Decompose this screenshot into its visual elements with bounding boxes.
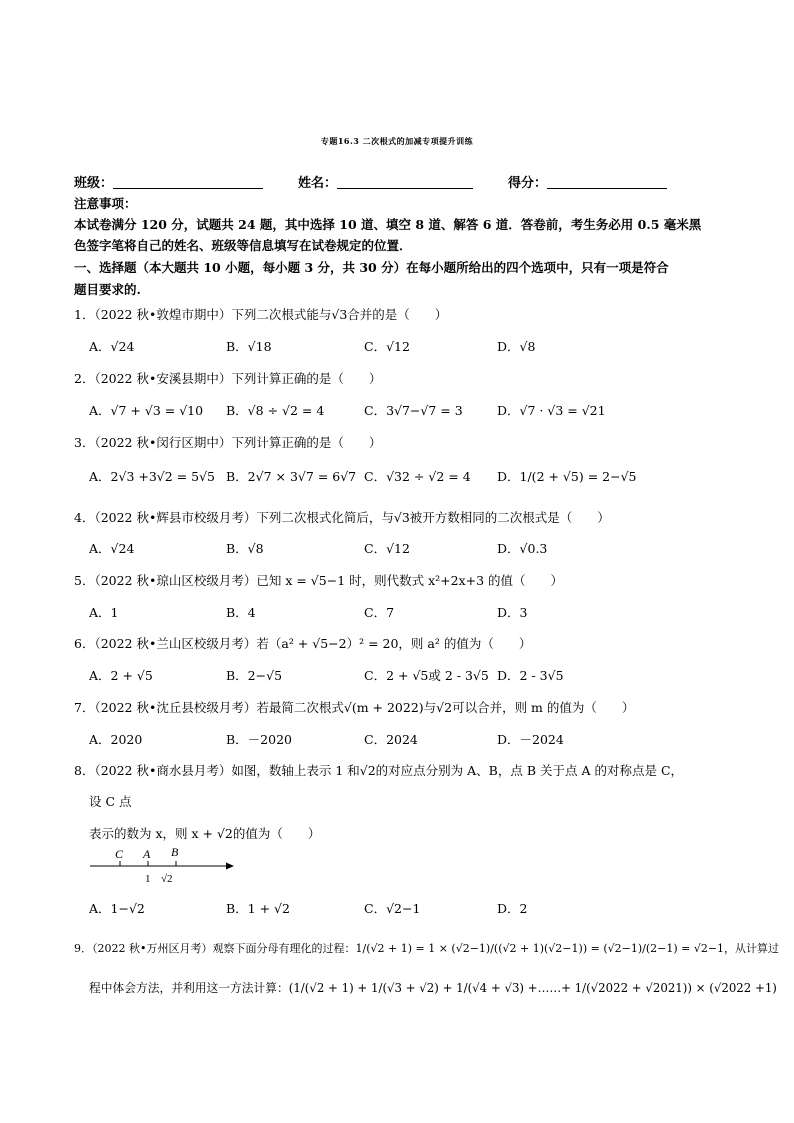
q3-option-d[interactable]: D．1/(2 + √5) = 2−√5	[497, 469, 637, 484]
q3-option-a[interactable]: A．2√3 +3√2 = 5√5	[89, 469, 216, 484]
number-line-figure	[88, 844, 238, 886]
q1-option-b[interactable]: B．√18	[226, 339, 272, 354]
q4-option-c[interactable]: C．√12	[364, 541, 410, 556]
question-9-stem-cont: 程中体会方法，并利用这一方法计算：(1/(√2 + 1) + 1/(√3 + √2) + 1/(√4 + √3) +……+ 1/(√2022 + √2021)) × (√2022 +1)	[89, 981, 777, 995]
q6-option-c[interactable]: C．2 + √5或 2 - 3√5	[364, 668, 489, 683]
q2-option-a[interactable]: A．√7 + √3 = √10	[89, 403, 204, 418]
question-5-stem: 5．（2022 秋•琼山区校级月考）已知 x = √5−1 时，则代数式 x²+2x+3 的值（ ）	[74, 573, 564, 588]
q3-option-b[interactable]: B．2√7 × 3√7 = 6√7	[226, 469, 357, 484]
point-a-label: A	[143, 847, 151, 861]
q6-option-b[interactable]: B．2−√5	[226, 668, 283, 683]
q4-option-d[interactable]: D．√0.3	[497, 541, 548, 556]
q8-option-c[interactable]: C．√2−1	[364, 901, 421, 916]
q5-option-b[interactable]: B．4	[226, 605, 256, 620]
q1-option-d[interactable]: D．√8	[497, 339, 536, 354]
q7-option-d[interactable]: D．－2024	[497, 732, 564, 747]
question-9-process: 1/(√2 + 1) = 1 × (√2−1)/((√2 + 1)(√2−1)) = (√2−1)/(2−1) = √2−1，从计算过	[355, 942, 780, 955]
question-9-stem-text: 9．（2022 秋•万州区月考）观察下面分母有理化的过程：	[74, 942, 356, 955]
tick-label-sqrt2: √2	[161, 873, 173, 885]
q2-option-d[interactable]: D．√7 · √3 = √21	[497, 403, 606, 418]
tick-label-1: 1	[145, 873, 151, 885]
q6-option-d[interactable]: D．2 - 3√5	[497, 668, 564, 683]
name-label: 姓名：	[298, 176, 338, 191]
q1-option-c[interactable]: C．√12	[364, 339, 410, 354]
q5-option-d[interactable]: D．3	[497, 605, 528, 620]
question-1-stem: 1．（2022 秋•敦煌市期中）下列二次根式能与√3合并的是（ ）	[74, 307, 448, 322]
q7-option-c[interactable]: C．2024	[364, 732, 418, 747]
question-2-stem: 2．（2022 秋•安溪县期中）下列计算正确的是（ ）	[74, 371, 382, 386]
q3-option-c[interactable]: C．√32 ÷ √2 = 4	[364, 469, 471, 484]
question-9-stem	[74, 940, 779, 956]
notice-heading: 注意事项：	[74, 196, 137, 211]
q7-option-b[interactable]: B．－2020	[226, 732, 292, 747]
section-1-heading-cont: 题目要求的.	[74, 282, 141, 297]
page-title: 专题16.3 二次根式的加减专项提升训练	[320, 136, 474, 146]
question-7-stem: 7．（2022 秋•沈丘县校级月考）若最简二次根式√(m + 2022)与√2可以合并，则 m 的值为（ ）	[74, 700, 635, 715]
class-label: 班级：	[74, 176, 114, 191]
q1-option-a[interactable]: A．√24	[89, 339, 135, 354]
q6-option-a[interactable]: A．2 + √5	[89, 668, 153, 683]
q7-option-a[interactable]: A．2020	[89, 732, 143, 747]
score-label: 得分：	[508, 176, 548, 191]
question-8-stem-cont-2: 表示的数为 x，则 x + √2的值为（ ）	[89, 826, 321, 841]
q2-option-c[interactable]: C．3√7−√7 = 3	[364, 403, 463, 418]
score-field	[508, 172, 667, 191]
question-8-stem-cont: 设 C 点	[89, 794, 132, 809]
q8-option-b[interactable]: B．1 + √2	[226, 901, 290, 916]
q4-option-b[interactable]: B．√8	[226, 541, 264, 556]
name-field	[298, 172, 473, 191]
question-4-stem: 4．（2022 秋•辉县市校级月考）下列二次根式化简后，与√3被开方数相同的二次根式是（ ）	[74, 510, 610, 525]
notice-line-1: 本试卷满分 120 分，试题共 24 题，其中选择 10 道、填空 8 道、解答 6 道．答卷前，考生务必用 0.5 毫米黑	[74, 217, 702, 232]
question-6-stem: 6．（2022 秋•兰山区校级月考）若（a² + √5−2）² = 20，则 a² 的值为（ ）	[74, 636, 532, 651]
point-b-label: B	[171, 845, 179, 859]
score-blank[interactable]	[547, 174, 667, 189]
q8-option-d[interactable]: D．2	[497, 901, 528, 916]
section-1-heading: 一、选择题（本大题共 10 小题，每小题 3 分，共 30 分）在每小题所给出的四个选项中，只有一项是符合	[74, 260, 669, 275]
question-8-stem: 8．（2022 秋•商水县月考）如图，数轴上表示 1 和√2的对应点分别为 A、B，点 B 关于点 A 的对称点是 C，	[74, 763, 684, 778]
number-line-arrow	[226, 863, 234, 870]
q8-option-a[interactable]: A．1−√2	[89, 901, 145, 916]
name-blank[interactable]	[337, 174, 473, 189]
q2-option-b[interactable]: B．√8 ÷ √2 = 4	[226, 403, 325, 418]
point-c-label: C	[115, 847, 124, 861]
class-blank[interactable]	[113, 174, 263, 189]
notice-line-2: 色签字笔将自己的姓名、班级等信息填写在试卷规定的位置．	[74, 238, 412, 253]
q5-option-a[interactable]: A．1	[89, 605, 119, 620]
class-field	[74, 172, 263, 191]
q5-option-c[interactable]: C．7	[364, 605, 395, 620]
q4-option-a[interactable]: A．√24	[89, 541, 135, 556]
question-3-stem: 3．（2022 秋•闵行区期中）下列计算正确的是（ ）	[74, 435, 382, 450]
